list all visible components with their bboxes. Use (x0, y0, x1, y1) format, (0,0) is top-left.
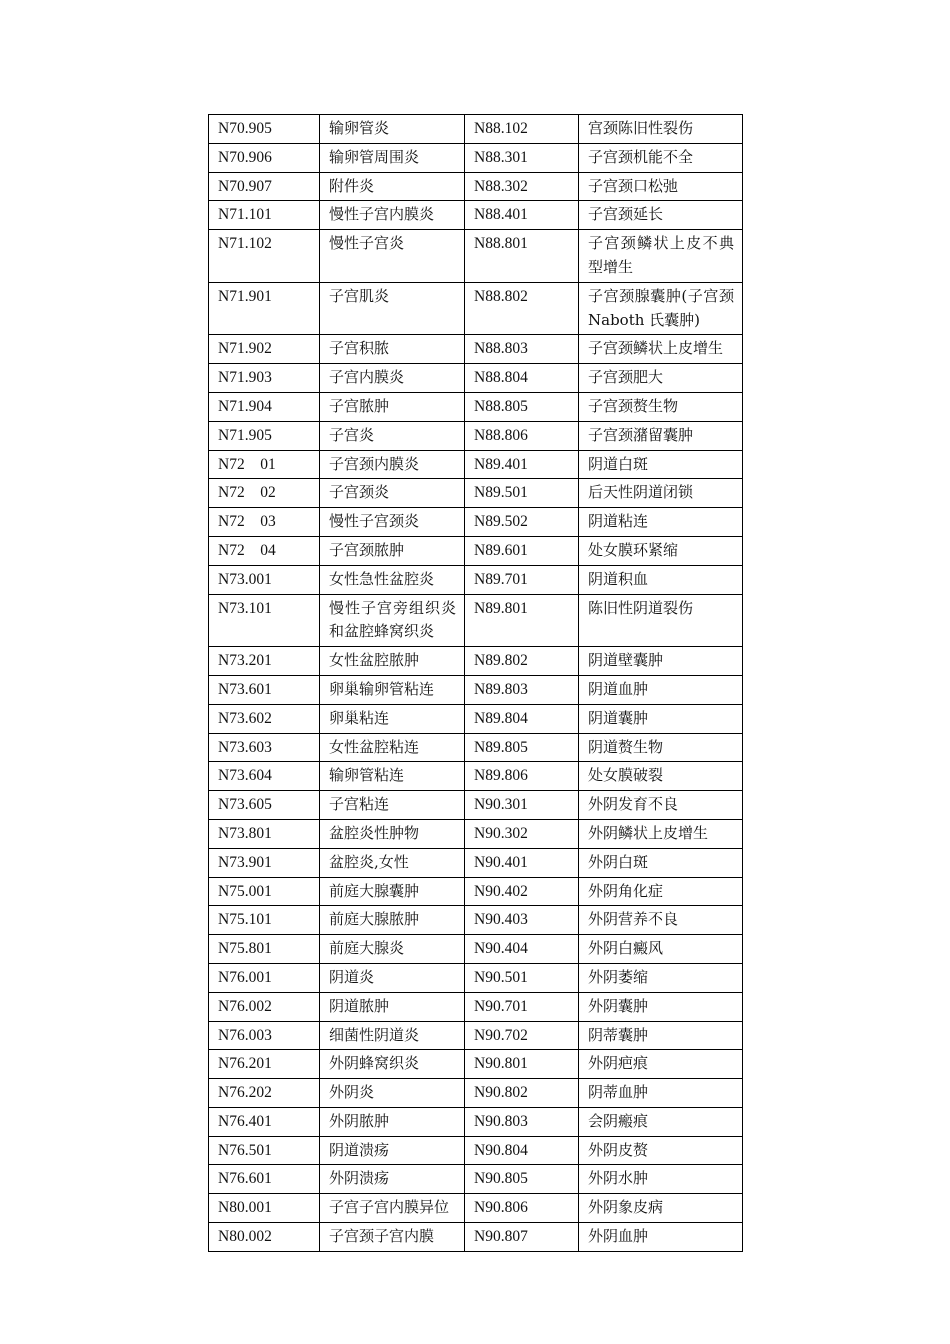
table-row (209, 762, 743, 791)
diagnosis-code-cell: N76.003 (209, 1021, 320, 1050)
diagnosis-code-cell: N90.805 (465, 1165, 579, 1194)
diagnosis-name-cell: 慢性子宫颈炎 (320, 508, 465, 537)
table-row (209, 791, 743, 820)
diagnosis-name-cell: 会阴瘢痕 (579, 1107, 743, 1136)
table-row (209, 594, 743, 647)
diagnosis-code-cell: N71.903 (209, 364, 320, 393)
diagnosis-code-cell: N80.002 (209, 1223, 320, 1252)
table-row (209, 364, 743, 393)
diagnosis-name-cell: 后天性阴道闭锁 (579, 479, 743, 508)
diagnosis-name-cell: 阴道血肿 (579, 675, 743, 704)
diagnosis-name-cell: 慢性子宫内膜炎 (320, 201, 465, 230)
diagnosis-code-cell: N71.102 (209, 230, 320, 283)
table-row (209, 508, 743, 537)
table-row (209, 1223, 743, 1252)
diagnosis-code-cell: N88.302 (465, 172, 579, 201)
diagnosis-name-cell: 前庭大腺脓肿 (320, 906, 465, 935)
diagnosis-name-cell: 处女膜环紧缩 (579, 536, 743, 565)
diagnosis-code-cell: N73.604 (209, 762, 320, 791)
diagnosis-name-cell: 女性盆腔粘连 (320, 733, 465, 762)
diagnosis-code-cell: N90.807 (465, 1223, 579, 1252)
diagnosis-code-cell: N70.905 (209, 115, 320, 144)
table-row (209, 536, 743, 565)
table-row (209, 819, 743, 848)
diagnosis-code-cell: N90.803 (465, 1107, 579, 1136)
diagnosis-name-cell: 子宫子宫内膜异位 (320, 1194, 465, 1223)
table-row (209, 421, 743, 450)
diagnosis-name-cell: 外阴脓肿 (320, 1107, 465, 1136)
table-row (209, 565, 743, 594)
diagnosis-code-cell: N90.801 (465, 1050, 579, 1079)
diagnosis-name-cell: 阴道白斑 (579, 450, 743, 479)
diagnosis-name-cell: 外阴水肿 (579, 1165, 743, 1194)
diagnosis-code-cell: N72 01 (209, 450, 320, 479)
diagnosis-name-cell: 阴道壁囊肿 (579, 647, 743, 676)
diagnosis-name-cell: 子宫颈子宫内膜 (320, 1223, 465, 1252)
table-row (209, 201, 743, 230)
diagnosis-code-cell: N88.804 (465, 364, 579, 393)
diagnosis-code-cell: N89.601 (465, 536, 579, 565)
diagnosis-code-cell: N89.802 (465, 647, 579, 676)
diagnosis-name-cell: 子宫颈潴留囊肿 (579, 421, 743, 450)
diagnosis-name-cell: 外阴白癜风 (579, 935, 743, 964)
table-body (209, 115, 743, 1252)
diagnosis-name-cell: 子宫颈鳞状上皮不典型增生 (579, 230, 743, 283)
diagnosis-code-cell: N76.601 (209, 1165, 320, 1194)
diagnosis-code-cell: N90.301 (465, 791, 579, 820)
diagnosis-name-cell: 阴道溃疡 (320, 1136, 465, 1165)
diagnosis-name-cell: 输卵管炎 (320, 115, 465, 144)
diagnosis-code-cell: N76.401 (209, 1107, 320, 1136)
diagnosis-name-cell: 子宫颈延长 (579, 201, 743, 230)
diagnosis-code-cell: N90.701 (465, 992, 579, 1021)
diagnosis-name-cell: 慢性子宫炎 (320, 230, 465, 283)
diagnosis-name-cell: 外阴溃疡 (320, 1165, 465, 1194)
diagnosis-name-cell: 阴道粘连 (579, 508, 743, 537)
diagnosis-code-cell: N73.201 (209, 647, 320, 676)
table-row (209, 115, 743, 144)
diagnosis-name-cell: 外阴白斑 (579, 848, 743, 877)
diagnosis-name-cell: 外阴疤痕 (579, 1050, 743, 1079)
table-row (209, 1136, 743, 1165)
diagnosis-code-cell: N88.401 (465, 201, 579, 230)
diagnosis-code-cell: N70.906 (209, 143, 320, 172)
diagnosis-name-cell: 处女膜破裂 (579, 762, 743, 791)
table-row (209, 848, 743, 877)
diagnosis-code-cell: N89.806 (465, 762, 579, 791)
diagnosis-name-cell: 外阴血肿 (579, 1223, 743, 1252)
diagnosis-name-cell: 外阴角化症 (579, 877, 743, 906)
diagnosis-code-cell: N73.603 (209, 733, 320, 762)
diagnosis-code-cell: N90.404 (465, 935, 579, 964)
diagnosis-code-cell: N88.102 (465, 115, 579, 144)
diagnosis-code-cell: N73.801 (209, 819, 320, 848)
diagnosis-code-cell: N89.501 (465, 479, 579, 508)
diagnosis-code-cell: N90.402 (465, 877, 579, 906)
diagnosis-name-cell: 子宫颈脓肿 (320, 536, 465, 565)
diagnosis-name-cell: 子宫颈内膜炎 (320, 450, 465, 479)
table-row (209, 282, 743, 335)
table-row (209, 992, 743, 1021)
diagnosis-code-cell: N73.601 (209, 675, 320, 704)
diagnosis-code-cell: N90.302 (465, 819, 579, 848)
diagnosis-name-cell: 子宫炎 (320, 421, 465, 450)
diagnosis-code-cell: N76.501 (209, 1136, 320, 1165)
diagnosis-name-cell: 子宫颈鳞状上皮增生 (579, 335, 743, 364)
diagnosis-code-cell: N75.101 (209, 906, 320, 935)
table-row (209, 392, 743, 421)
table-row (209, 935, 743, 964)
table-row (209, 1079, 743, 1108)
diagnosis-code-cell: N72 04 (209, 536, 320, 565)
table-row (209, 704, 743, 733)
diagnosis-code-cell: N88.805 (465, 392, 579, 421)
diagnosis-code-cell: N89.805 (465, 733, 579, 762)
diagnosis-code-cell: N71.902 (209, 335, 320, 364)
diagnosis-code-cell: N89.804 (465, 704, 579, 733)
diagnosis-name-cell: 阴蒂囊肿 (579, 1021, 743, 1050)
diagnosis-code-cell: N76.202 (209, 1079, 320, 1108)
diagnosis-name-cell: 子宫颈赘生物 (579, 392, 743, 421)
diagnosis-code-cell: N89.803 (465, 675, 579, 704)
table-row (209, 963, 743, 992)
diagnosis-code-cell: N89.801 (465, 594, 579, 647)
table-row (209, 1107, 743, 1136)
diagnosis-code-cell: N71.904 (209, 392, 320, 421)
diagnosis-code-cell: N90.403 (465, 906, 579, 935)
diagnosis-name-cell: 子宫颈机能不全 (579, 143, 743, 172)
diagnosis-code-cell: N80.001 (209, 1194, 320, 1223)
diagnosis-code-table (208, 114, 743, 1252)
diagnosis-code-cell: N88.802 (465, 282, 579, 335)
table-row (209, 335, 743, 364)
diagnosis-code-cell: N90.401 (465, 848, 579, 877)
diagnosis-name-cell: 陈旧性阴道裂伤 (579, 594, 743, 647)
diagnosis-name-cell: 宫颈陈旧性裂伤 (579, 115, 743, 144)
table-row (209, 479, 743, 508)
diagnosis-name-cell: 前庭大腺炎 (320, 935, 465, 964)
diagnosis-name-cell: 子宫颈口松弛 (579, 172, 743, 201)
diagnosis-code-cell: N76.001 (209, 963, 320, 992)
diagnosis-code-cell: N88.301 (465, 143, 579, 172)
diagnosis-name-cell: 外阴蜂窝织炎 (320, 1050, 465, 1079)
table-row (209, 1050, 743, 1079)
diagnosis-name-cell: 子宫积脓 (320, 335, 465, 364)
table-row (209, 1021, 743, 1050)
diagnosis-code-cell: N90.806 (465, 1194, 579, 1223)
table-row (209, 143, 743, 172)
diagnosis-name-cell: 外阴萎缩 (579, 963, 743, 992)
diagnosis-code-cell: N76.002 (209, 992, 320, 1021)
diagnosis-code-cell: N88.801 (465, 230, 579, 283)
diagnosis-name-cell: 输卵管周围炎 (320, 143, 465, 172)
diagnosis-code-cell: N90.501 (465, 963, 579, 992)
diagnosis-code-cell: N72 02 (209, 479, 320, 508)
diagnosis-name-cell: 输卵管粘连 (320, 762, 465, 791)
diagnosis-name-cell: 卵巢输卵管粘连 (320, 675, 465, 704)
diagnosis-name-cell: 外阴发育不良 (579, 791, 743, 820)
diagnosis-name-cell: 子宫颈肥大 (579, 364, 743, 393)
diagnosis-name-cell: 子宫肌炎 (320, 282, 465, 335)
diagnosis-name-cell: 子宫脓肿 (320, 392, 465, 421)
diagnosis-name-cell: 盆腔炎性肿物 (320, 819, 465, 848)
diagnosis-code-cell: N75.001 (209, 877, 320, 906)
diagnosis-code-cell: N70.907 (209, 172, 320, 201)
diagnosis-code-cell: N89.502 (465, 508, 579, 537)
diagnosis-name-cell: 外阴鳞状上皮增生 (579, 819, 743, 848)
diagnosis-name-cell: 子宫粘连 (320, 791, 465, 820)
diagnosis-code-cell: N76.201 (209, 1050, 320, 1079)
diagnosis-name-cell: 细菌性阴道炎 (320, 1021, 465, 1050)
diagnosis-code-cell: N71.901 (209, 282, 320, 335)
diagnosis-name-cell: 外阴炎 (320, 1079, 465, 1108)
table-row (209, 675, 743, 704)
diagnosis-code-cell: N73.001 (209, 565, 320, 594)
diagnosis-code-cell: N72 03 (209, 508, 320, 537)
diagnosis-name-cell: 子宫颈腺囊肿(子宫颈 Naboth 氏囊肿) (579, 282, 743, 335)
diagnosis-code-cell: N90.804 (465, 1136, 579, 1165)
diagnosis-name-cell: 阴道炎 (320, 963, 465, 992)
diagnosis-code-cell: N89.701 (465, 565, 579, 594)
diagnosis-code-cell: N89.401 (465, 450, 579, 479)
diagnosis-name-cell: 阴道脓肿 (320, 992, 465, 1021)
diagnosis-code-cell: N75.801 (209, 935, 320, 964)
table-row (209, 877, 743, 906)
diagnosis-name-cell: 外阴营养不良 (579, 906, 743, 935)
diagnosis-name-cell: 子宫颈炎 (320, 479, 465, 508)
table-row (209, 1165, 743, 1194)
table-row (209, 230, 743, 283)
diagnosis-name-cell: 子宫内膜炎 (320, 364, 465, 393)
diagnosis-name-cell: 阴道囊肿 (579, 704, 743, 733)
diagnosis-name-cell: 阴道赘生物 (579, 733, 743, 762)
diagnosis-code-cell: N90.702 (465, 1021, 579, 1050)
diagnosis-name-cell: 阴蒂血肿 (579, 1079, 743, 1108)
table-row (209, 906, 743, 935)
diagnosis-name-cell: 附件炎 (320, 172, 465, 201)
diagnosis-name-cell: 盆腔炎,女性 (320, 848, 465, 877)
diagnosis-code-cell: N88.803 (465, 335, 579, 364)
diagnosis-code-cell: N73.605 (209, 791, 320, 820)
diagnosis-name-cell: 外阴皮赘 (579, 1136, 743, 1165)
diagnosis-name-cell: 外阴囊肿 (579, 992, 743, 1021)
diagnosis-code-cell: N73.901 (209, 848, 320, 877)
table-row (209, 733, 743, 762)
diagnosis-code-cell: N71.905 (209, 421, 320, 450)
table-row (209, 647, 743, 676)
diagnosis-name-cell: 卵巢粘连 (320, 704, 465, 733)
diagnosis-code-cell: N90.802 (465, 1079, 579, 1108)
diagnosis-name-cell: 阴道积血 (579, 565, 743, 594)
diagnosis-code-cell: N73.602 (209, 704, 320, 733)
diagnosis-code-cell: N73.101 (209, 594, 320, 647)
diagnosis-name-cell: 慢性子宫旁组织炎和盆腔蜂窝织炎 (320, 594, 465, 647)
table-row (209, 1194, 743, 1223)
diagnosis-name-cell: 女性盆腔脓肿 (320, 647, 465, 676)
diagnosis-code-cell: N71.101 (209, 201, 320, 230)
diagnosis-code-cell: N88.806 (465, 421, 579, 450)
table-row (209, 172, 743, 201)
diagnosis-name-cell: 外阴象皮病 (579, 1194, 743, 1223)
diagnosis-name-cell: 女性急性盆腔炎 (320, 565, 465, 594)
diagnosis-name-cell: 前庭大腺囊肿 (320, 877, 465, 906)
table-row (209, 450, 743, 479)
